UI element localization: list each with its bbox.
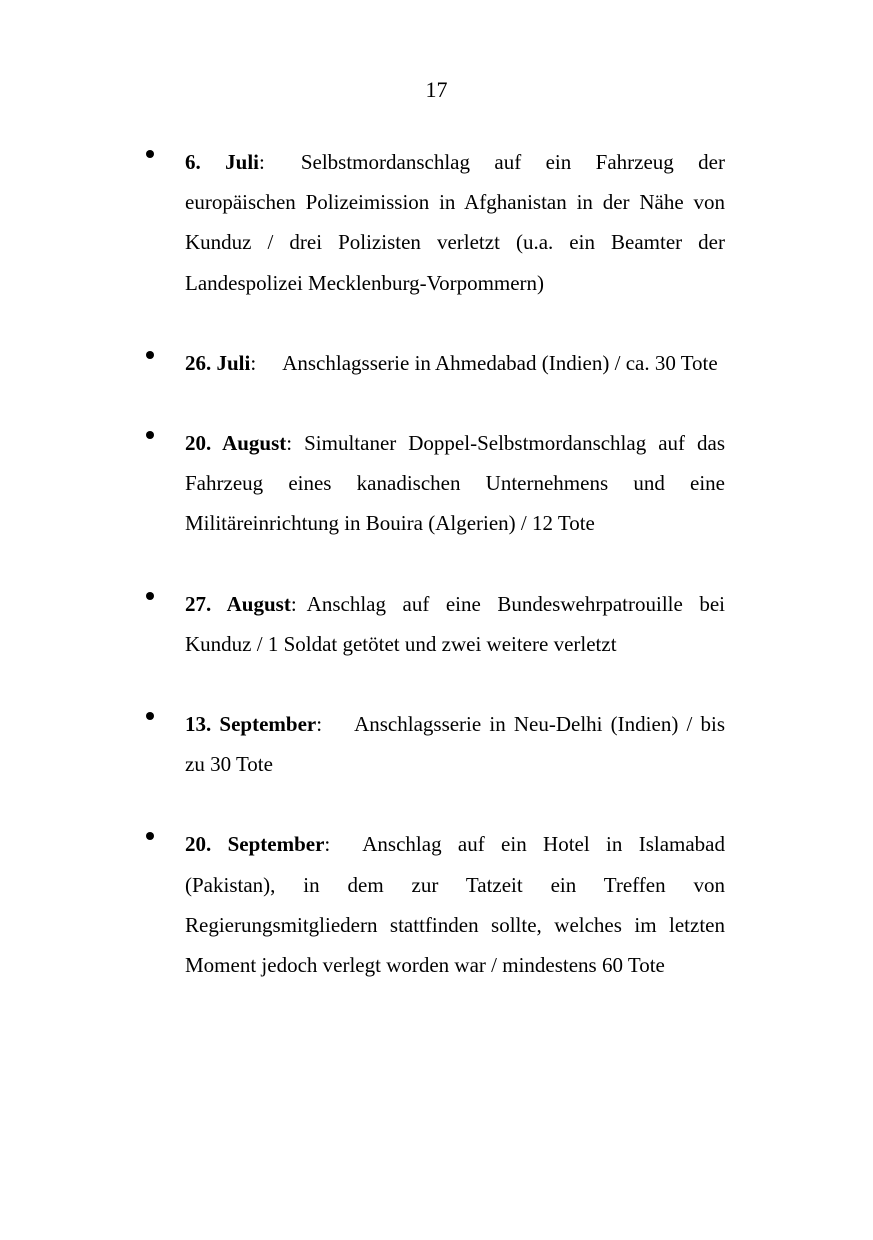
entry-date: 20. August <box>185 431 287 456</box>
list-item <box>0 142 873 303</box>
bullet-icon <box>146 150 154 158</box>
bullet-icon <box>146 712 154 720</box>
entry-separator: : <box>316 712 323 737</box>
entry-description: Selbstmordanschlag auf ein Fahrzeug der europäischen Polizeimission in Afghanistan in der Nähe von Kunduz / drei Polizisten verletzt (u.a. ein Beamter der Landespolizei Mecklenburg-Vorpommern) <box>185 150 725 295</box>
entry-text <box>185 704 725 784</box>
list-item <box>0 584 873 664</box>
entry-description: Anschlag auf ein Hotel in Islamabad (Pakistan), in dem zur Tatzeit ein Treffen von Regierungsmitgliedern stattfinden sollte, welches im letzten Moment jedoch verlegt worden war / mindestens 60 Tote <box>185 832 725 978</box>
attack-list <box>0 142 873 1025</box>
entry-separator: : <box>259 150 265 174</box>
entry-text <box>185 584 725 664</box>
bullet-icon <box>146 351 154 359</box>
entry-date: 20. September <box>185 832 325 857</box>
entry-separator: : <box>290 591 297 616</box>
entry-text <box>185 142 725 303</box>
entry-separator: : <box>324 832 331 857</box>
entry-text <box>185 423 725 544</box>
entry-date: 13. September <box>185 712 317 737</box>
entry-description: Simultaner Doppel-Selbstmordanschlag auf das Fahrzeug eines kanadischen Unternehmens und eine Militäreinrichtung in Bouira (Algerien) / 12 Tote <box>185 431 726 536</box>
entry-text <box>185 824 725 985</box>
list-item <box>0 704 873 784</box>
entry-date: 26. Juli <box>185 350 251 375</box>
entry-date: 27. August <box>185 591 291 616</box>
bullet-icon <box>146 592 154 600</box>
bullet-icon <box>146 431 154 439</box>
entry-separator: : <box>250 350 257 375</box>
entry-description: Anschlagsserie in Neu-Delhi (Indien) / bis zu 30 Tote <box>185 712 725 777</box>
list-item <box>0 343 873 383</box>
bullet-icon <box>146 832 154 840</box>
entry-description: Anschlag auf eine Bundeswehrpatrouille bei Kunduz / 1 Soldat getötet und zwei weitere verletzt <box>185 591 725 656</box>
list-item <box>0 824 873 985</box>
list-item <box>0 423 873 544</box>
page-number: 17 <box>425 77 448 102</box>
entry-text <box>185 343 725 383</box>
entry-separator: : <box>286 431 293 456</box>
entry-description: Anschlagsserie in Ahmedabad (Indien) / ca. 30 Tote <box>282 350 718 375</box>
entry-date: 6. Juli <box>185 150 259 174</box>
